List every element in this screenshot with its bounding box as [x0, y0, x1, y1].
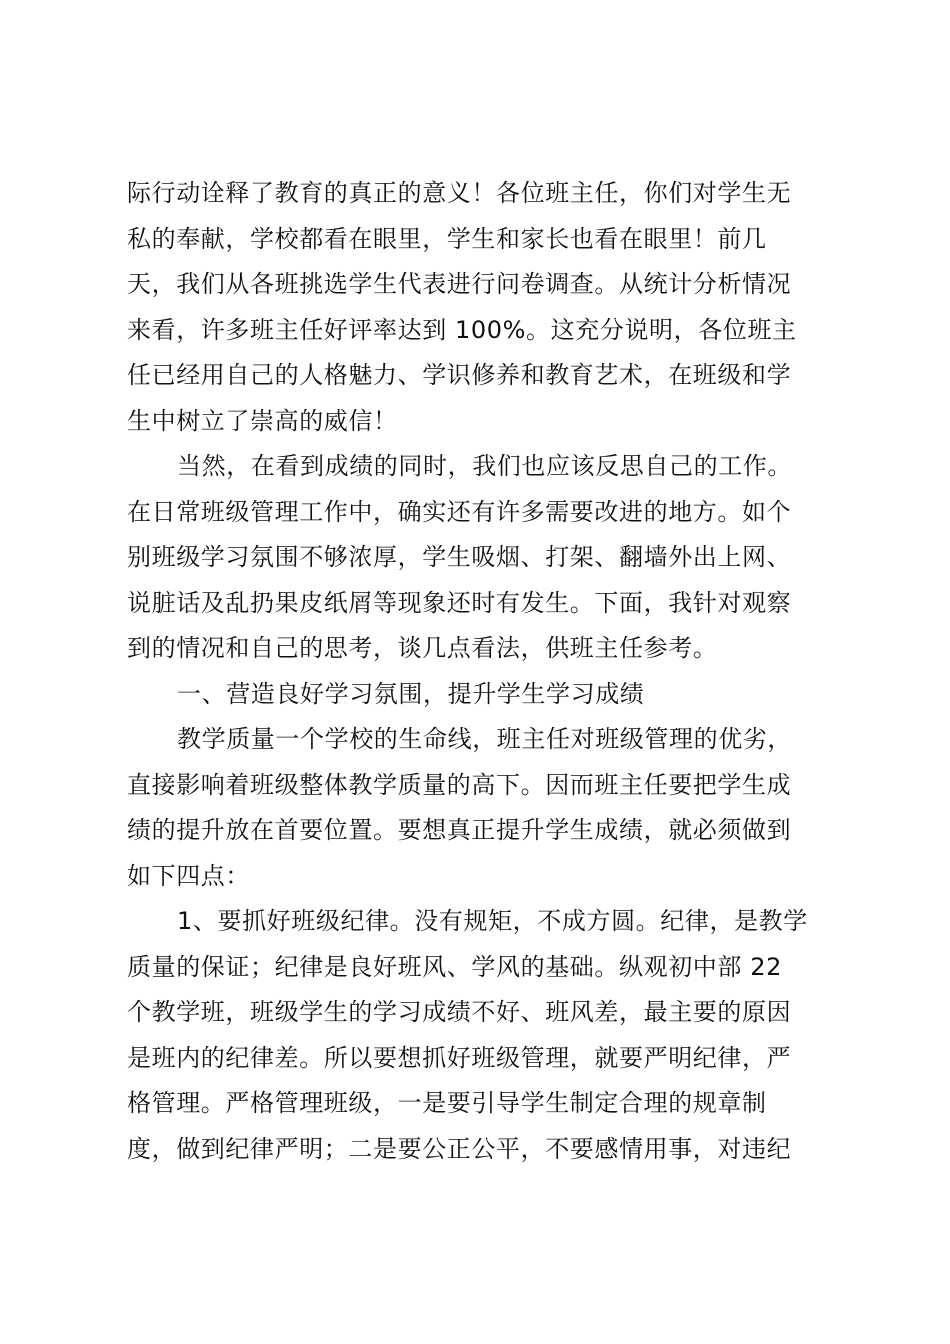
body-text — [127, 171, 837, 1172]
text-line: 说脏话及乱扔果皮纸屑等现象还时有发生。下面，我针对观察 — [127, 588, 792, 617]
text-line: 际行动诠释了教育的真正的意义！各位班主任，你们对学生无 — [127, 179, 792, 207]
text-line: 天，我们从各班挑选学生代表进行问卷调查。从统计分析情况 — [127, 270, 792, 298]
text-line: 在日常班级管理工作中，确实还有许多需要改进的地方。如个 — [127, 497, 792, 526]
paragraph-start-line: 当然，在看到成绩的同时，我们也应该反思自己的工作。 — [177, 452, 792, 480]
text-line: 别班级学习氛围不够浓厚，学生吸烟、打架、翻墙外出上网、 — [127, 543, 792, 571]
text-line: 个教学班，班级学生的学习成绩不好、班风差，最主要的原因 — [127, 998, 792, 1026]
text-line: 来看，许多班主任好评率达到 100%。这充分说明，各位班主 — [127, 315, 797, 344]
text-line: 是班内的纪律差。所以要想抓好班级管理，就要严明纪律，严 — [127, 1043, 792, 1072]
text-line: 直接影响着班级整体教学质量的高下。因而班主任要把学生成 — [127, 770, 792, 799]
paragraph-start-line: 教学质量一个学校的生命线，班主任对班级管理的优劣， — [177, 725, 792, 753]
text-line: 任已经用自己的人格魅力、学识修养和教育艺术，在班级和学 — [127, 361, 792, 389]
text-line: 到的情况和自己的思考，谈几点看法，供班主任参考。 — [127, 634, 718, 662]
paragraph-start-line: 1、要抓好班级纪律。没有规矩，不成方圆。纪律，是教学 — [177, 907, 808, 935]
section-heading: 一、营造良好学习氛围，提升学生学习成绩 — [177, 679, 645, 708]
text-line: 生中树立了崇高的威信！ — [127, 406, 398, 435]
text-line: 格管理。严格管理班级，一是要引导学生制定合理的规章制 — [127, 1089, 767, 1117]
text-line: 私的奉献，学校都看在眼里，学生和家长也看在眼里！前几 — [127, 224, 767, 253]
text-line: 度，做到纪律严明；二是要公正公平，不要感情用事，对违纪 — [127, 1134, 792, 1163]
text-line: 如下四点： — [127, 861, 250, 890]
text-line: 质量的保证；纪律是良好班风、学风的基础。纵观初中部 22 — [127, 952, 782, 981]
text-line: 绩的提升放在首要位置。要想真正提升学生成绩，就必须做到 — [127, 816, 792, 844]
